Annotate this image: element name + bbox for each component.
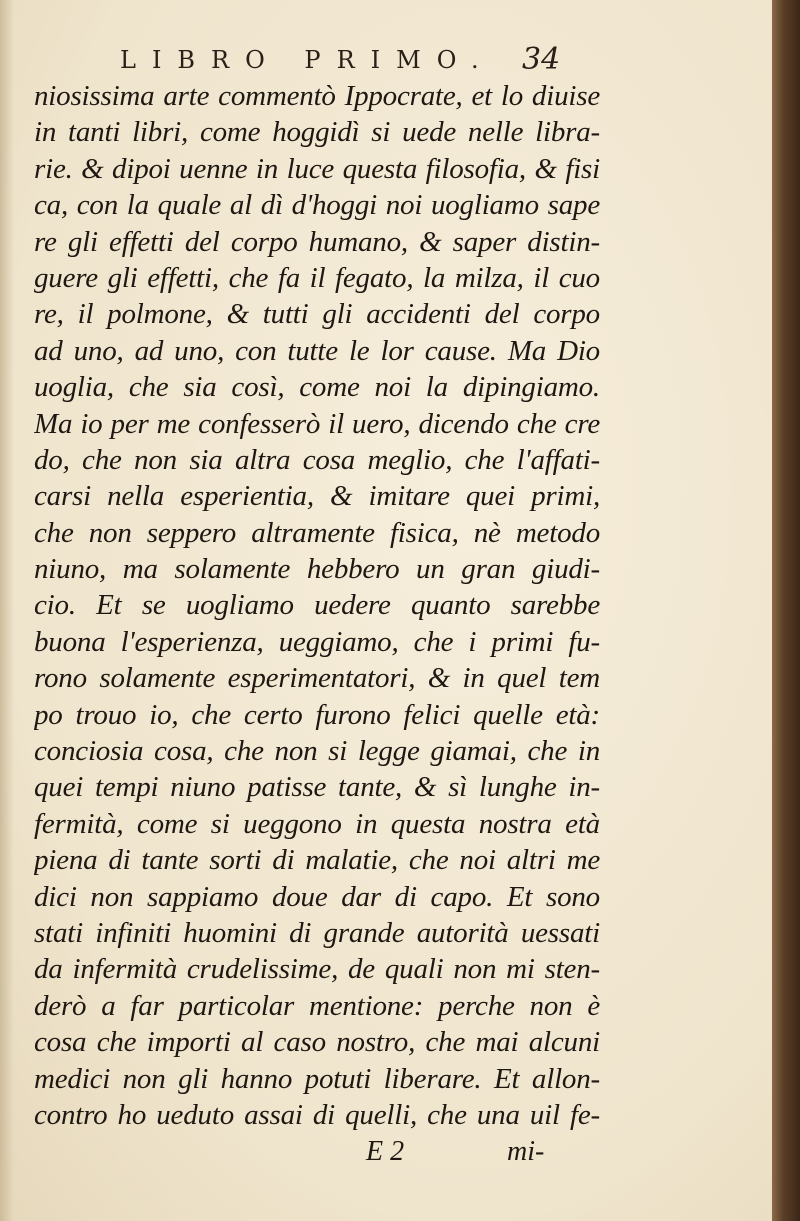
text-line: dici non sappiamo doue dar di capo. Et sono: [34, 880, 600, 913]
text-line: cio. Et se uogliamo uedere quanto sarebbe: [34, 589, 600, 622]
folio-number: 34: [522, 42, 561, 77]
text-line: re gli effetti del corpo humano, & saper distin-: [34, 225, 600, 258]
catchword: mi-: [507, 1136, 545, 1167]
text-line: Ma io per me confesserò il uero, dicendo che cre: [34, 407, 600, 440]
text-line: fermità, come si ueggono in questa nostra età: [34, 807, 600, 840]
text-line: in tanti libri, come hoggidì si uede nelle libra-: [34, 116, 600, 149]
text-line: da infermità crudelissime, de quali non mi sten-: [34, 953, 600, 986]
text-line: po trouo io, che certo furono felici quelle età:: [34, 698, 600, 731]
page-footer: [0, 1136, 772, 1176]
text-line: ad uno, ad uno, con tutte le lor cause. Ma Dio: [34, 334, 600, 367]
text-line: uoglia, che sia così, come noi la dipingiamo.: [34, 371, 600, 404]
text-line: che non seppero altramente fisica, nè metodo: [34, 516, 600, 549]
text-line: carsi nella esperientia, & imitare quei primi,: [34, 480, 600, 513]
text-line: guere gli effetti, che fa il fegato, la milza, il cuo: [34, 261, 600, 294]
book-fore-edge: [772, 0, 800, 1221]
text-line: ca, con la quale al dì d'hoggi noi uogliamo sape: [34, 189, 600, 222]
text-line: niosissima arte commentò Ippocrate, et lo diuise: [34, 80, 600, 112]
text-line: piena di tante sorti di malatie, che noi altri me: [34, 844, 600, 877]
text-line: stati infiniti huomini di grande autorità uessati: [34, 916, 600, 949]
text-line: do, che non sia altra cosa meglio, che l'affati-: [34, 443, 600, 476]
text-line: re, il polmone, & tutti gli accidenti del corpo: [34, 298, 600, 331]
text-line: cosa che importi al caso nostro, che mai alcuni: [34, 1026, 600, 1059]
text-line: conciosia cosa, che non si legge giamai, che in: [34, 735, 600, 768]
text-line: niuno, ma solamente hebbero un gran giudi-: [34, 553, 600, 586]
page-gutter-shadow: [0, 0, 14, 1221]
running-head: LIBRO PRIMO.: [120, 46, 495, 74]
text-line: quei tempi niuno patisse tante, & sì lunghe in-: [34, 771, 600, 804]
text-line: buona l'esperienza, ueggiamo, che i primi fu-: [34, 625, 600, 658]
signature-mark: E 2: [366, 1136, 405, 1167]
text-line: medici non gli hanno potuti liberare. Et allon-: [34, 1062, 600, 1095]
text-line: rie. & dipoi uenne in luce questa filosofia, & fisi: [34, 152, 600, 185]
text-line: contro ho ueduto assai di quelli, che una uil fe-: [34, 1098, 600, 1131]
text-line: derò a far particolar mentione: perche non è: [34, 989, 600, 1022]
body-text: [34, 78, 600, 1133]
text-line: rono solamente esperimentatori, & in quel tem: [34, 662, 600, 695]
